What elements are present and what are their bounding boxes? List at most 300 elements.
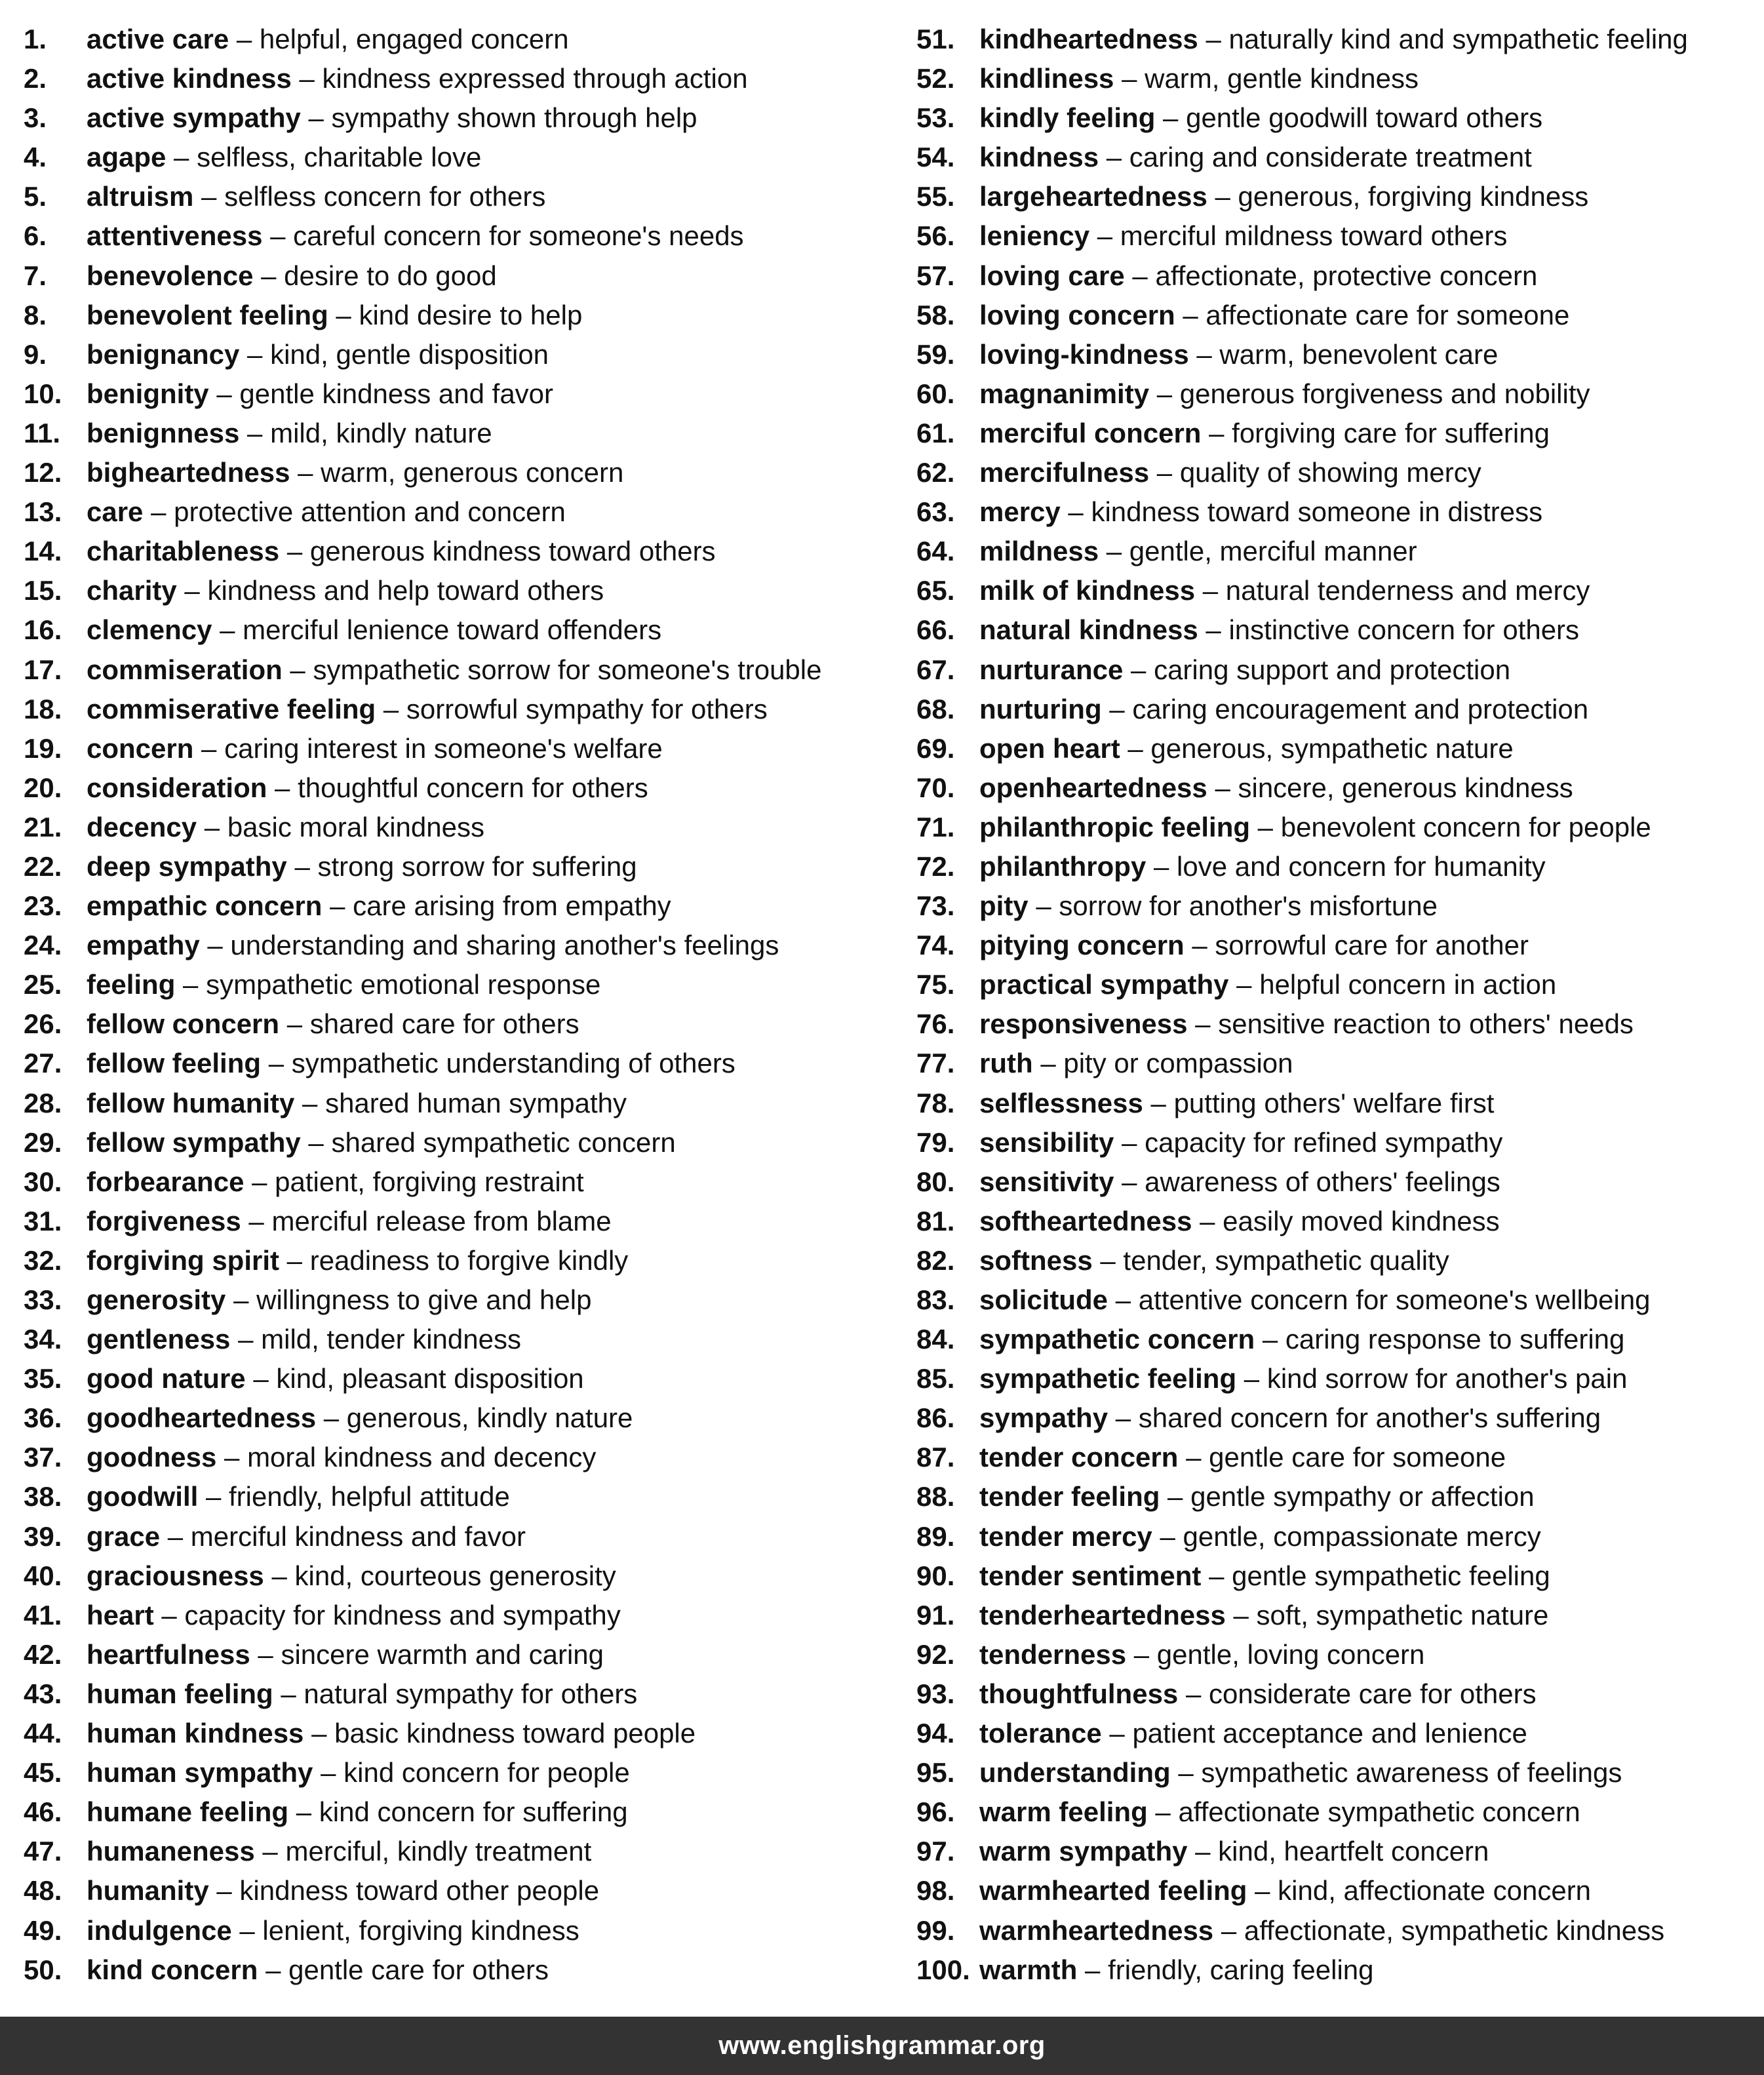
list-item	[24, 690, 821, 729]
list-item	[24, 1398, 821, 1438]
list-item	[916, 1556, 1688, 1596]
item-separator: –	[250, 1638, 281, 1670]
item-term: forgiving spirit	[87, 1244, 279, 1276]
item-number: 32.	[24, 1244, 62, 1276]
item-definition: capacity for refined sympathy	[1145, 1126, 1503, 1158]
item-separator: –	[288, 1796, 319, 1828]
item-number: 57.	[916, 260, 955, 291]
list-item	[916, 610, 1688, 650]
item-term: human feeling	[87, 1678, 273, 1709]
item-number: 35.	[24, 1363, 62, 1394]
item-term: tender feeling	[979, 1481, 1160, 1512]
list-item	[916, 20, 1688, 59]
footer-url[interactable]: www.englishgrammar.org	[718, 2031, 1046, 2060]
item-separator: –	[279, 1008, 310, 1040]
item-number: 22.	[24, 850, 62, 882]
item-definition: affectionate care for someone	[1205, 299, 1570, 330]
item-separator: –	[1236, 1363, 1267, 1394]
item-number: 80.	[916, 1166, 955, 1197]
list-item	[24, 98, 821, 138]
item-separator: –	[241, 1205, 272, 1236]
item-definition: benevolent concern for people	[1280, 811, 1651, 842]
item-separator: –	[1149, 378, 1180, 409]
item-separator: –	[1170, 1757, 1202, 1788]
list-item	[916, 1911, 1688, 1950]
item-definition: generous, kindly nature	[346, 1402, 633, 1434]
list-item	[916, 216, 1688, 256]
item-term: fellow sympathy	[87, 1126, 301, 1158]
item-definition: natural sympathy for others	[304, 1678, 638, 1709]
list-item	[916, 965, 1688, 1004]
item-definition: kind, affectionate concern	[1278, 1875, 1592, 1907]
item-separator: –	[1152, 1520, 1183, 1552]
item-number: 79.	[916, 1126, 955, 1158]
item-separator: –	[282, 654, 313, 685]
item-separator: –	[262, 220, 294, 252]
item-term: benignity	[87, 378, 209, 409]
item-number: 9.	[24, 338, 47, 370]
list-item	[916, 1832, 1688, 1871]
item-definition: understanding and sharing another's feelings	[230, 930, 779, 961]
list-item	[24, 768, 821, 808]
word-list-column-right	[916, 20, 1688, 1990]
item-separator: –	[328, 299, 359, 330]
list-item	[916, 1162, 1688, 1202]
list-item	[24, 1871, 821, 1910]
item-term: understanding	[979, 1757, 1171, 1788]
list-item	[24, 1162, 821, 1202]
item-definition: naturally kind and sympathetic feeling	[1228, 24, 1688, 54]
item-definition: moral kindness and decency	[247, 1442, 597, 1473]
item-separator: –	[175, 969, 206, 1000]
item-number: 74.	[916, 930, 955, 961]
list-item	[24, 216, 821, 256]
item-separator: –	[239, 417, 271, 448]
item-separator: –	[1225, 1599, 1257, 1630]
item-separator: –	[231, 1914, 263, 1946]
item-term: practical sympathy	[979, 969, 1229, 1000]
item-definition: gentle kindness and favor	[239, 378, 554, 409]
item-definition: affectionate sympathetic concern	[1178, 1796, 1580, 1828]
list-item	[24, 1004, 821, 1044]
item-number: 66.	[916, 614, 955, 646]
item-term: philanthropy	[979, 850, 1147, 882]
item-definition: warm, gentle kindness	[1145, 63, 1419, 94]
list-item	[916, 1950, 1688, 1990]
item-separator: –	[1247, 1875, 1278, 1907]
list-item	[24, 138, 821, 177]
item-definition: kind concern for people	[343, 1757, 630, 1788]
list-item	[916, 650, 1688, 690]
item-number: 13.	[24, 496, 62, 528]
word-list-column-left	[24, 20, 821, 1990]
item-term: tender sentiment	[979, 1560, 1202, 1591]
item-term: tolerance	[979, 1718, 1102, 1749]
item-definition: attentive concern for someone's wellbeing	[1138, 1284, 1651, 1315]
item-separator: –	[1099, 142, 1129, 173]
list-item	[24, 177, 821, 216]
item-term: fellow feeling	[87, 1048, 262, 1079]
item-term: warm feeling	[979, 1796, 1148, 1828]
item-separator: –	[1188, 338, 1220, 370]
item-number: 72.	[916, 850, 955, 882]
item-number: 67.	[916, 654, 955, 685]
item-number: 23.	[24, 890, 62, 922]
item-separator: –	[290, 457, 321, 488]
list-item	[24, 965, 821, 1004]
item-separator: –	[1120, 732, 1151, 764]
item-definition: basic kindness toward people	[334, 1718, 696, 1749]
list-item	[916, 256, 1688, 296]
item-separator: –	[212, 614, 243, 646]
item-term: goodwill	[87, 1481, 199, 1512]
item-definition: patient, forgiving restraint	[275, 1166, 584, 1197]
item-separator: –	[160, 1520, 191, 1552]
list-item	[24, 296, 821, 335]
item-number: 89.	[916, 1520, 955, 1552]
list-item	[24, 1714, 821, 1753]
item-term: responsiveness	[979, 1008, 1188, 1040]
item-definition: gentle care for others	[288, 1954, 549, 1985]
item-definition: affectionate, protective concern	[1155, 260, 1538, 291]
item-definition: friendly, helpful attitude	[229, 1481, 510, 1512]
item-definition: affectionate, sympathetic kindness	[1244, 1914, 1665, 1946]
item-term: milk of kindness	[979, 575, 1196, 606]
item-separator: –	[1201, 417, 1232, 448]
item-definition: quality of showing mercy	[1179, 457, 1481, 488]
item-separator: –	[253, 260, 284, 291]
item-separator: –	[1108, 1284, 1139, 1315]
item-separator: –	[1099, 536, 1129, 567]
item-number: 31.	[24, 1205, 62, 1236]
item-separator: –	[1124, 260, 1156, 291]
item-separator: –	[199, 930, 231, 961]
item-term: philanthropic feeling	[979, 811, 1251, 842]
list-item	[24, 886, 821, 926]
item-separator: –	[1032, 1048, 1064, 1079]
item-number: 36.	[24, 1402, 62, 1434]
item-separator: –	[1146, 850, 1177, 882]
item-term: goodness	[87, 1442, 217, 1473]
item-separator: –	[143, 496, 174, 528]
item-separator: –	[1114, 63, 1145, 94]
list-item	[916, 1202, 1688, 1241]
item-definition: readiness to forgive kindly	[309, 1244, 629, 1276]
item-number: 97.	[916, 1836, 955, 1867]
item-number: 26.	[24, 1008, 62, 1040]
item-definition: kind, heartfelt concern	[1218, 1836, 1489, 1867]
item-separator: –	[1028, 890, 1059, 922]
item-separator: –	[300, 1126, 332, 1158]
item-definition: warm, benevolent care	[1219, 338, 1499, 370]
item-number: 15.	[24, 575, 62, 606]
list-item	[24, 1832, 821, 1871]
item-term: open heart	[979, 732, 1120, 764]
item-separator: –	[1175, 299, 1206, 330]
item-term: warm sympathy	[979, 1836, 1188, 1867]
item-number: 37.	[24, 1442, 62, 1473]
item-term: commiseration	[87, 654, 283, 685]
item-definition: merciful lenience toward offenders	[243, 614, 662, 646]
item-number: 68.	[916, 693, 955, 724]
item-term: kindly feeling	[979, 102, 1156, 134]
item-separator: –	[229, 24, 260, 54]
item-term: kind concern	[87, 1954, 258, 1985]
list-item	[24, 1202, 821, 1241]
item-number: 34.	[24, 1324, 62, 1355]
item-term: sympathetic concern	[979, 1324, 1255, 1355]
item-term: mercifulness	[979, 457, 1150, 488]
item-definition: kind, courteous generosity	[294, 1560, 616, 1591]
list-item	[24, 1911, 821, 1950]
item-definition: kindness and help toward others	[207, 575, 604, 606]
item-term: softheartedness	[979, 1205, 1192, 1236]
item-term: loving care	[979, 260, 1125, 291]
list-item	[916, 1714, 1688, 1753]
item-number: 96.	[916, 1796, 955, 1828]
item-separator: –	[225, 1284, 257, 1315]
item-number: 2.	[24, 63, 47, 94]
list-item	[24, 847, 821, 886]
list-item	[916, 296, 1688, 335]
item-number: 73.	[916, 890, 955, 922]
item-definition: sympathy shown through help	[331, 102, 697, 134]
item-separator: –	[1114, 1126, 1145, 1158]
item-term: kindliness	[979, 63, 1114, 94]
item-number: 47.	[24, 1836, 62, 1867]
item-number: 82.	[916, 1244, 955, 1276]
item-number: 95.	[916, 1757, 955, 1788]
item-definition: caring support and protection	[1154, 654, 1511, 685]
item-term: tender mercy	[979, 1520, 1152, 1552]
item-definition: gentle, merciful manner	[1129, 536, 1417, 567]
item-definition: putting others' welfare first	[1173, 1087, 1495, 1118]
item-separator: –	[1228, 969, 1260, 1000]
list-item	[916, 808, 1688, 847]
item-term: tender concern	[979, 1442, 1179, 1473]
item-number: 70.	[916, 772, 955, 803]
item-separator: –	[286, 850, 318, 882]
list-item	[916, 138, 1688, 177]
item-number: 91.	[916, 1599, 955, 1630]
item-number: 83.	[916, 1284, 955, 1315]
item-term: humanity	[87, 1875, 209, 1907]
item-number: 7.	[24, 260, 47, 291]
list-item	[24, 59, 821, 98]
item-term: magnanimity	[979, 378, 1150, 409]
item-term: nurturing	[979, 693, 1102, 724]
item-term: tenderness	[979, 1638, 1127, 1670]
item-term: humane feeling	[87, 1796, 289, 1828]
item-number: 85.	[916, 1363, 955, 1394]
item-number: 40.	[24, 1560, 62, 1591]
item-definition: kindness toward someone in distress	[1091, 496, 1543, 528]
item-number: 88.	[916, 1481, 955, 1512]
item-definition: shared concern for another's suffering	[1138, 1402, 1601, 1434]
item-number: 38.	[24, 1481, 62, 1512]
item-number: 87.	[916, 1442, 955, 1473]
list-item	[916, 1004, 1688, 1044]
item-term: humaneness	[87, 1836, 255, 1867]
item-separator: –	[153, 1599, 185, 1630]
item-term: merciful concern	[979, 417, 1202, 448]
item-separator: –	[193, 181, 225, 212]
item-term: empathy	[87, 930, 200, 961]
item-definition: mild, tender kindness	[261, 1324, 521, 1355]
item-term: sympathetic feeling	[979, 1363, 1237, 1394]
item-definition: considerate care for others	[1209, 1678, 1537, 1709]
item-number: 20.	[24, 772, 62, 803]
item-number: 99.	[916, 1914, 955, 1946]
item-term: kindheartedness	[979, 24, 1198, 54]
item-term: benignness	[87, 417, 240, 448]
item-number: 3.	[24, 102, 47, 134]
list-item	[24, 571, 821, 610]
item-number: 58.	[916, 299, 955, 330]
item-separator: –	[1207, 772, 1238, 803]
item-definition: generous, forgiving kindness	[1238, 181, 1589, 212]
item-definition: shared care for others	[309, 1008, 579, 1040]
item-number: 45.	[24, 1757, 62, 1788]
list-item	[24, 808, 821, 847]
item-separator: –	[197, 811, 227, 842]
item-definition: strong sorrow for suffering	[317, 850, 637, 882]
item-definition: pity or compassion	[1063, 1048, 1293, 1079]
item-separator: –	[1178, 1442, 1209, 1473]
item-number: 51.	[916, 24, 955, 54]
list-item	[24, 729, 821, 768]
item-number: 55.	[916, 181, 955, 212]
word-list	[0, 20, 1764, 1993]
list-item	[24, 1280, 821, 1320]
item-term: human kindness	[87, 1718, 304, 1749]
item-term: pity	[979, 890, 1029, 922]
item-term: bigheartedness	[87, 457, 290, 488]
item-number: 6.	[24, 220, 47, 252]
item-number: 24.	[24, 930, 62, 961]
item-definition: merciful, kindly treatment	[285, 1836, 592, 1867]
list-item	[24, 650, 821, 690]
item-definition: lenient, forgiving kindness	[262, 1914, 579, 1946]
item-term: ruth	[979, 1048, 1033, 1079]
item-term: sensitivity	[979, 1166, 1114, 1197]
item-definition: merciful release from blame	[271, 1205, 612, 1236]
item-number: 43.	[24, 1678, 62, 1709]
item-definition: caring encouragement and protection	[1132, 693, 1589, 724]
item-separator: –	[198, 1481, 229, 1512]
item-definition: gentle care for someone	[1209, 1442, 1506, 1473]
item-definition: gentle sympathetic feeling	[1232, 1560, 1550, 1591]
list-item	[24, 1753, 821, 1792]
item-term: feeling	[87, 969, 176, 1000]
item-separator: –	[1187, 1008, 1219, 1040]
item-definition: kind concern for suffering	[319, 1796, 628, 1828]
item-term: charity	[87, 575, 177, 606]
item-separator: –	[1155, 102, 1186, 134]
list-item	[916, 59, 1688, 98]
list-item	[916, 1792, 1688, 1832]
item-separator: –	[267, 772, 298, 803]
list-item	[916, 98, 1688, 138]
list-item	[24, 1792, 821, 1832]
item-number: 1.	[24, 24, 47, 54]
item-separator: –	[1195, 575, 1226, 606]
list-item	[916, 926, 1688, 965]
item-number: 63.	[916, 496, 955, 528]
item-term: warmth	[979, 1954, 1078, 1985]
item-number: 61.	[916, 417, 955, 448]
item-definition: gentle sympathy or affection	[1190, 1481, 1535, 1512]
item-definition: sorrowful sympathy for others	[406, 693, 768, 724]
item-separator: –	[216, 1442, 248, 1473]
item-number: 92.	[916, 1638, 955, 1670]
item-definition: sorrowful care for another	[1215, 930, 1529, 961]
item-number: 41.	[24, 1599, 62, 1630]
item-separator: –	[1101, 1718, 1133, 1749]
item-number: 39.	[24, 1520, 62, 1552]
item-term: mildness	[979, 536, 1099, 567]
list-item	[24, 453, 821, 492]
list-item	[916, 1438, 1688, 1477]
item-separator: –	[1123, 654, 1154, 685]
item-number: 56.	[916, 220, 955, 252]
list-item	[916, 1123, 1688, 1162]
item-definition: natural tenderness and mercy	[1225, 575, 1590, 606]
item-term: care	[87, 496, 144, 528]
item-definition: kind, pleasant disposition	[276, 1363, 584, 1394]
item-term: active care	[87, 24, 229, 54]
item-number: 94.	[916, 1718, 955, 1749]
item-definition: awareness of others' feelings	[1145, 1166, 1500, 1197]
list-item	[24, 335, 821, 374]
list-item	[916, 768, 1688, 808]
item-term: generosity	[87, 1284, 226, 1315]
item-definition: protective attention and concern	[174, 496, 566, 528]
item-definition: helpful, engaged concern	[259, 24, 569, 54]
item-definition: sympathetic emotional response	[206, 969, 601, 1000]
list-item	[916, 1517, 1688, 1556]
list-item	[916, 1871, 1688, 1910]
item-term: active kindness	[87, 63, 292, 94]
item-definition: basic moral kindness	[227, 811, 484, 842]
item-number: 78.	[916, 1087, 955, 1118]
item-term: solicitude	[979, 1284, 1108, 1315]
item-separator: –	[1198, 24, 1229, 54]
list-item	[24, 1635, 821, 1674]
list-item	[916, 1753, 1688, 1792]
list-item	[916, 1044, 1688, 1083]
list-item	[916, 414, 1688, 453]
item-term: mercy	[979, 496, 1061, 528]
item-number: 100.	[916, 1954, 970, 1985]
item-term: warmheartedness	[979, 1914, 1214, 1946]
item-definition: sympathetic understanding of others	[291, 1048, 735, 1079]
item-separator: –	[279, 1244, 310, 1276]
item-term: deep sympathy	[87, 850, 287, 882]
item-term: softness	[979, 1244, 1093, 1276]
item-term: nurturance	[979, 654, 1124, 685]
item-separator: –	[1101, 693, 1133, 724]
item-definition: caring interest in someone's welfare	[224, 732, 663, 764]
item-term: heart	[87, 1599, 154, 1630]
list-item	[916, 886, 1688, 926]
item-term: sensibility	[979, 1126, 1114, 1158]
item-definition: forgiving care for suffering	[1232, 417, 1550, 448]
list-item	[24, 1320, 821, 1359]
item-number: 4.	[24, 142, 47, 173]
item-definition: thoughtful concern for others	[298, 772, 648, 803]
item-separator: –	[258, 1954, 289, 1985]
